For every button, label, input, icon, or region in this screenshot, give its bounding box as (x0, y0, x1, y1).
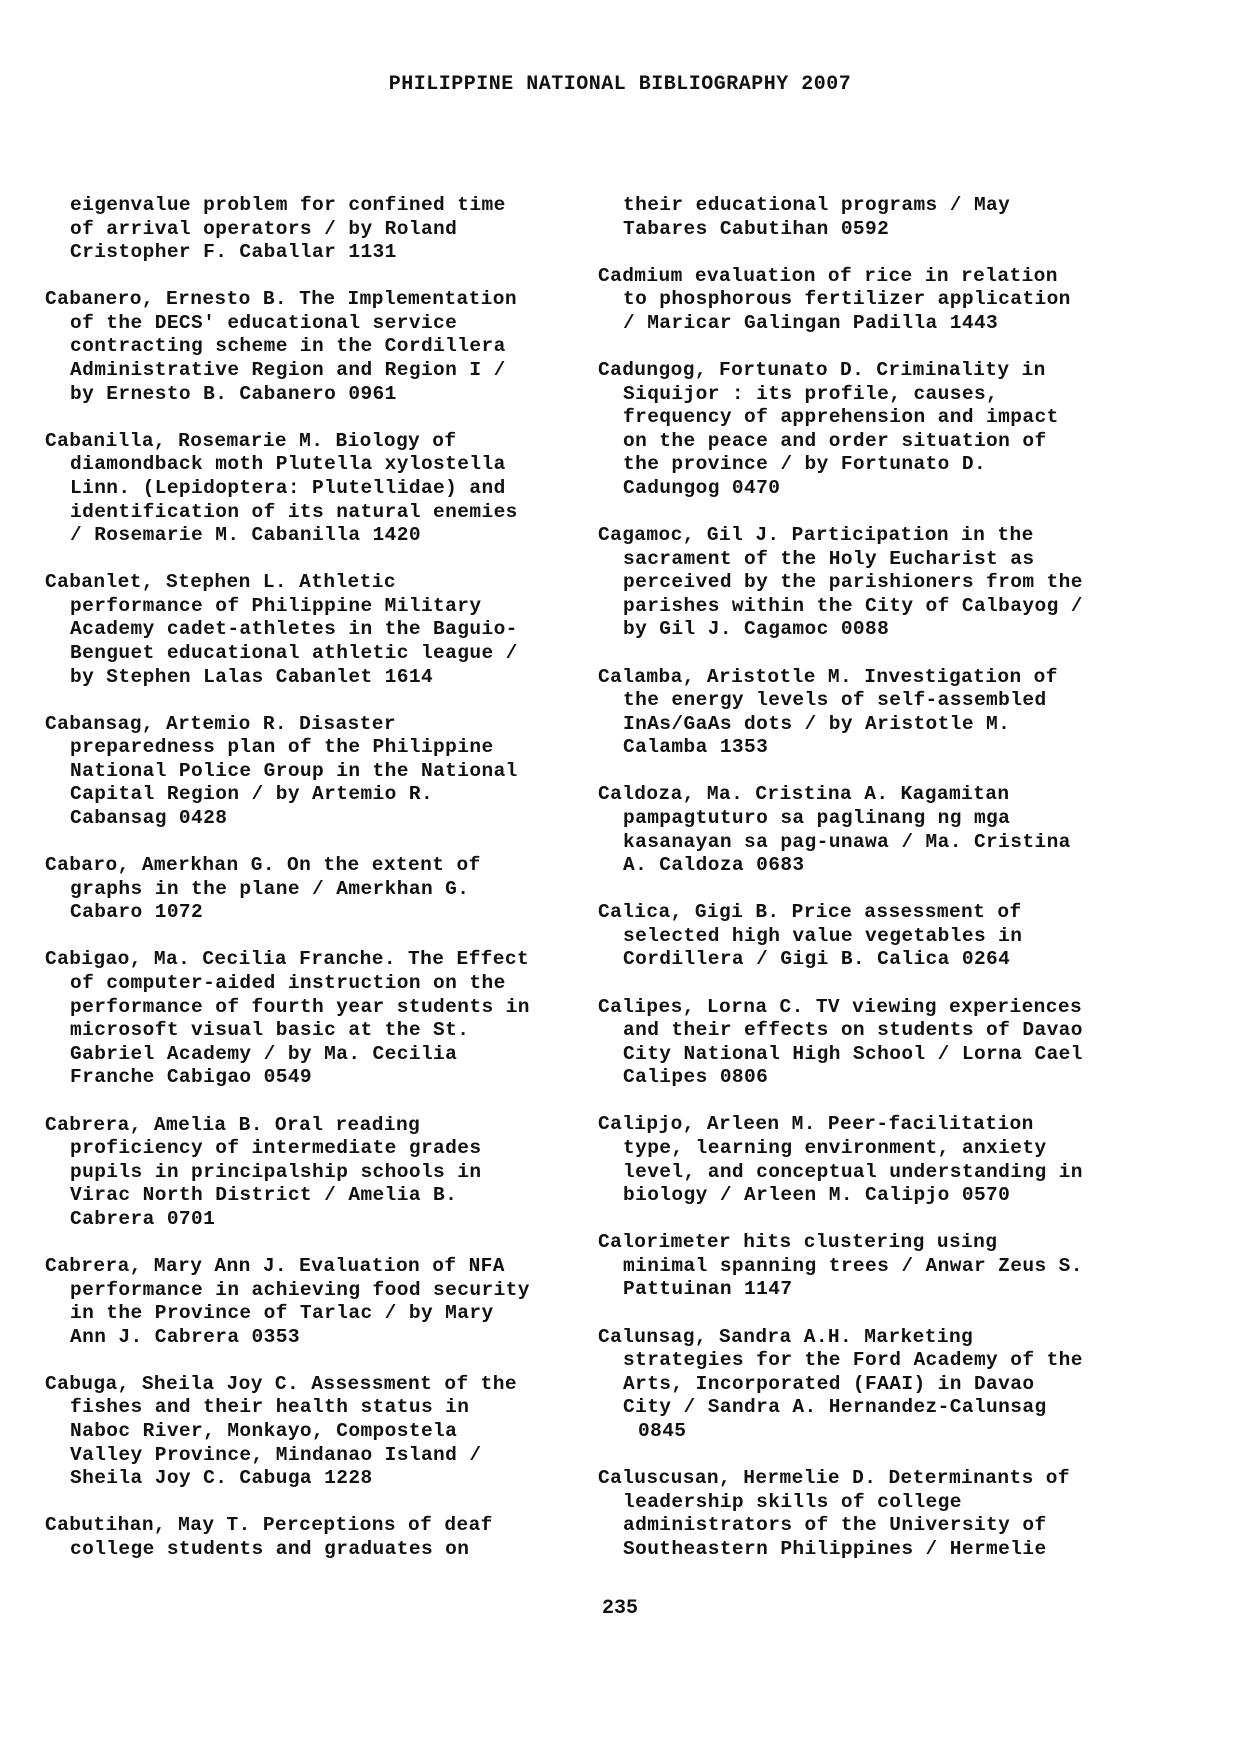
bibliography-entry (45, 1373, 605, 1491)
entry-line: Cordillera / Gigi B. Calica 0264 (623, 948, 1011, 971)
entry-line: Cabrera 0701 (70, 1207, 216, 1230)
entry-line: Cabrera, Mary Ann J. Evaluation of NFA (45, 1254, 505, 1277)
entry-line: by Ernesto B. Cabanero 0961 (70, 382, 397, 405)
entry-line: Cabanero, Ernesto B. The Implementation (45, 288, 517, 311)
entry-line: leadership skills of college (623, 1490, 962, 1513)
entry-line: / Maricar Galingan Padilla 1443 (623, 311, 999, 334)
entry-line: diamondback moth Plutella xylostella (70, 453, 506, 476)
entry-line: minimal spanning trees / Anwar Zeus S. (623, 1254, 1083, 1277)
entry-line: Tabares Cabutihan 0592 (623, 217, 890, 240)
entry-line: pupils in principalship schools in (70, 1160, 482, 1183)
entry-line: Capital Region / by Artemio R. (70, 783, 434, 806)
entry-line: Cristopher F. Caballar 1131 (70, 241, 397, 264)
entry-line: Cadungog, Fortunato D. Criminality in (598, 358, 1046, 381)
entry-line: City / Sandra A. Hernandez-Calunsag (623, 1396, 1047, 1419)
left-column (45, 194, 605, 1585)
entry-line: performance of Philippine Military (70, 594, 482, 617)
entry-line: Calica, Gigi B. Price assessment of (598, 901, 1022, 924)
entry-line: Cabaro 1072 (70, 901, 204, 924)
entry-line: Gabriel Academy / by Ma. Cecilia (70, 1042, 458, 1065)
entry-line: microsoft visual basic at the St. (70, 1019, 470, 1042)
entry-line: Linn. (Lepidoptera: Plutellidae) and (70, 476, 506, 499)
bibliography-entry (45, 713, 605, 831)
entry-line: Cabaro, Amerkhan G. On the extent of (45, 854, 481, 877)
entry-line: Cabigao, Ma. Cecilia Franche. The Effect (45, 948, 530, 971)
entry-line: Calamba, Aristotle M. Investigation of (598, 665, 1058, 688)
entry-line: Cabutihan, May T. Perceptions of deaf (45, 1514, 493, 1537)
entry-line: Benguet educational athletic league / (70, 642, 518, 664)
entry-line: selected high value vegetables in (623, 924, 1023, 947)
entry-line: Calorimeter hits clustering using (598, 1231, 998, 1254)
entry-line: 0845 (638, 1419, 687, 1442)
entry-line: Southeastern Philippines / Hermelie (623, 1537, 1047, 1560)
entry-line: biology / Arleen M. Calipjo 0570 (623, 1184, 1011, 1207)
bibliography-entry (45, 948, 605, 1090)
entry-line: to phosphorous fertilizer application (623, 288, 1071, 311)
entry-line: Cagamoc, Gil J. Participation in the (598, 524, 1034, 547)
entry-line: City National High School / Lorna Cael (623, 1042, 1083, 1065)
entry-line: Academy cadet-athletes in the Baguio- (70, 618, 518, 641)
entry-line: Cabanilla, Rosemarie M. Biology of (45, 429, 457, 452)
bibliography-entry (598, 1113, 1158, 1207)
entry-line: Calamba 1353 (623, 736, 769, 759)
bibliography-entry (598, 1467, 1158, 1561)
entry-line: perceived by the parishioners from the (623, 571, 1083, 594)
bibliography-entry (598, 1326, 1158, 1444)
entry-line: Caluscusan, Hermelie D. Determinants of (598, 1467, 1070, 1490)
entry-line: Ann J. Cabrera 0353 (70, 1325, 300, 1348)
entry-line: InAs/GaAs dots / by Aristotle M. (623, 712, 1011, 735)
entry-line: Cadungog 0470 (623, 476, 781, 499)
entry-line: Virac North District / Amelia B. (70, 1184, 458, 1207)
entry-line: their educational programs / May (623, 194, 1011, 216)
entry-line: Cabuga, Sheila Joy C. Assessment of the (45, 1372, 517, 1395)
entry-line: Calipjo, Arleen M. Peer-facilitation (598, 1113, 1034, 1136)
entry-line: Administrative Region and Region I / (70, 359, 506, 382)
entry-line: Calunsag, Sandra A.H. Marketing (598, 1325, 974, 1348)
bibliography-entry (598, 666, 1158, 760)
entry-line: Cabansag, Artemio R. Disaster (45, 712, 396, 735)
right-column (598, 194, 1158, 1585)
entry-line: sacrament of the Holy Eucharist as (623, 547, 1035, 570)
entry-line: of the DECS' educational service (70, 311, 458, 334)
entry-line: Caldoza, Ma. Cristina A. Kagamitan (598, 783, 1010, 806)
entry-line: by Stephen Lalas Cabanlet 1614 (70, 665, 434, 688)
bibliography-entry (598, 359, 1158, 501)
entry-line: in the Province of Tarlac / by Mary (70, 1302, 494, 1325)
bibliography-entry (45, 1255, 605, 1349)
entry-line: Pattuinan 1147 (623, 1278, 793, 1301)
entry-line: preparedness plan of the Philippine (70, 736, 494, 759)
entry-line: Valley Province, Mindanao Island / (70, 1443, 482, 1466)
entry-line: identification of its natural enemies (70, 500, 518, 523)
entry-line: type, learning environment, anxiety (623, 1137, 1047, 1159)
entry-line: Franche Cabigao 0549 (70, 1066, 313, 1089)
bibliography-entry (45, 194, 605, 265)
entry-line: of computer-aided instruction on the (70, 972, 506, 995)
page-number: 235 (601, 1597, 638, 1620)
bibliography-entry (598, 524, 1158, 642)
entry-line: Calipes 0806 (623, 1066, 769, 1089)
bibliography-entry (598, 783, 1158, 877)
entry-line: Arts, Incorporated (FAAI) in Davao (623, 1372, 1035, 1395)
entry-line: parishes within the City of Calbayog / (623, 594, 1083, 617)
bibliography-entry (45, 1114, 605, 1232)
entry-line: pampagtuturo sa paglinang ng mga (623, 806, 1011, 829)
page-header: PHILIPPINE NATIONAL BIBLIOGRAPHY 2007 (388, 73, 852, 96)
entry-line: and their effects on students of Davao (623, 1019, 1083, 1042)
entry-line: Naboc River, Monkayo, Compostela (70, 1420, 458, 1443)
bibliography-entry (45, 1514, 605, 1561)
entry-line: Sheila Joy C. Cabuga 1228 (70, 1467, 373, 1490)
entry-line: performance in achieving food security (70, 1278, 530, 1301)
entry-line: performance of fourth year students in (70, 995, 530, 1018)
entry-line: Siquijor : its profile, causes, (623, 382, 999, 405)
bibliography-entry (45, 571, 605, 689)
bibliography-entry (598, 1231, 1158, 1302)
entry-line: contracting scheme in the Cordillera (70, 335, 506, 358)
entry-line: / Rosemarie M. Cabanilla 1420 (70, 524, 421, 547)
entry-line: Calipes, Lorna C. TV viewing experiences (598, 995, 1083, 1018)
entry-line: the province / by Fortunato D. (623, 453, 987, 476)
entry-line: graphs in the plane / Amerkhan G. (70, 877, 470, 900)
entry-line: by Gil J. Cagamoc 0088 (623, 618, 890, 641)
bibliography-entry (45, 430, 605, 548)
entry-line: proficiency of intermediate grades (70, 1137, 482, 1160)
bibliography-entry (45, 288, 605, 406)
bibliography-entry (45, 854, 605, 925)
bibliography-entry (598, 901, 1158, 972)
entry-line: the energy levels of self-assembled (623, 689, 1047, 712)
bibliography-entry (598, 194, 1158, 241)
entry-line: strategies for the Ford Academy of the (623, 1349, 1083, 1372)
bibliography-entry (598, 265, 1158, 336)
entry-line: level, and conceptual understanding in (623, 1160, 1083, 1183)
entry-line: kasanayan sa pag-unawa / Ma. Cristina (623, 830, 1071, 853)
entry-line: Cabrera, Amelia B. Oral reading (45, 1113, 421, 1136)
bibliography-entry (598, 996, 1158, 1090)
entry-line: frequency of apprehension and impact (623, 406, 1059, 429)
entry-line: Cabansag 0428 (70, 807, 228, 830)
entry-line: A. Caldoza 0683 (623, 854, 805, 877)
entry-line: eigenvalue problem for confined time (70, 194, 506, 216)
entry-line: on the peace and order situation of (623, 429, 1047, 452)
entry-line: college students and graduates on (70, 1537, 470, 1560)
entry-line: Cabanlet, Stephen L. Athletic (45, 571, 396, 594)
entry-line: National Police Group in the National (70, 759, 518, 782)
entry-line: of arrival operators / by Roland (70, 217, 458, 240)
entry-line: fishes and their health status in (70, 1396, 470, 1419)
entry-line: Cadmium evaluation of rice in relation (598, 264, 1058, 287)
entry-line: administrators of the University of (623, 1514, 1047, 1537)
